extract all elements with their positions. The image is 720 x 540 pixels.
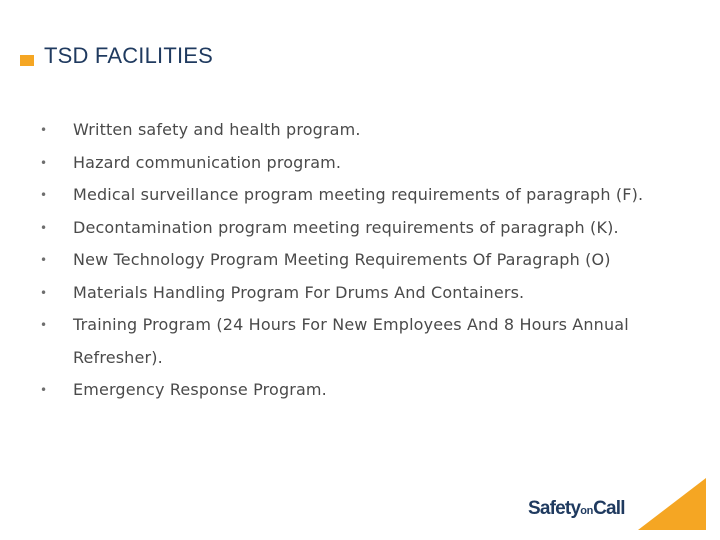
bullet-text: New Technology Program Meeting Requirements Of Paragraph (O) xyxy=(73,250,611,269)
bullet-icon: • xyxy=(40,253,48,267)
bullet-icon: • xyxy=(40,383,48,397)
logo-text-call: Call xyxy=(593,498,625,519)
bullet-item xyxy=(40,374,690,407)
bullet-text: Written safety and health program. xyxy=(73,120,361,139)
bullet-text: Decontamination program meeting requirements of paragraph (K). xyxy=(73,217,619,237)
slide-title: TSD FACILITIES xyxy=(44,43,214,68)
title-marker-icon xyxy=(20,55,34,66)
bullet-text: Training Program (24 Hours For New Employees And 8 Hours Annual Refresher). xyxy=(73,315,629,367)
bullet-icon: • xyxy=(40,220,48,235)
logo-text-on: on xyxy=(580,505,594,517)
bullet-item xyxy=(40,309,690,374)
bullet-item xyxy=(40,244,690,277)
bullet-text: Materials Handling Program For Drums And Containers. xyxy=(73,282,525,302)
bullet-text: Medical surveillance program meeting requirements of paragraph (F). xyxy=(73,185,644,204)
brand-logo xyxy=(528,498,625,520)
bullet-icon: • xyxy=(40,285,48,300)
bullet-icon: • xyxy=(40,318,48,332)
bullet-icon: • xyxy=(40,123,48,137)
logo-text-safety: Safety xyxy=(528,498,581,519)
bullet-item xyxy=(40,114,690,147)
bullet-text: Emergency Response Program. xyxy=(73,380,327,399)
bullet-item xyxy=(40,147,690,180)
bullet-item xyxy=(40,179,690,212)
bullet-text: Hazard communication program. xyxy=(73,152,342,172)
bullet-icon: • xyxy=(40,155,48,170)
slide-header xyxy=(20,40,213,72)
corner-triangle-icon xyxy=(638,478,706,530)
bullet-list xyxy=(40,114,690,407)
bullet-item xyxy=(40,212,690,245)
bullet-item xyxy=(40,277,690,310)
bullet-icon: • xyxy=(40,188,48,202)
